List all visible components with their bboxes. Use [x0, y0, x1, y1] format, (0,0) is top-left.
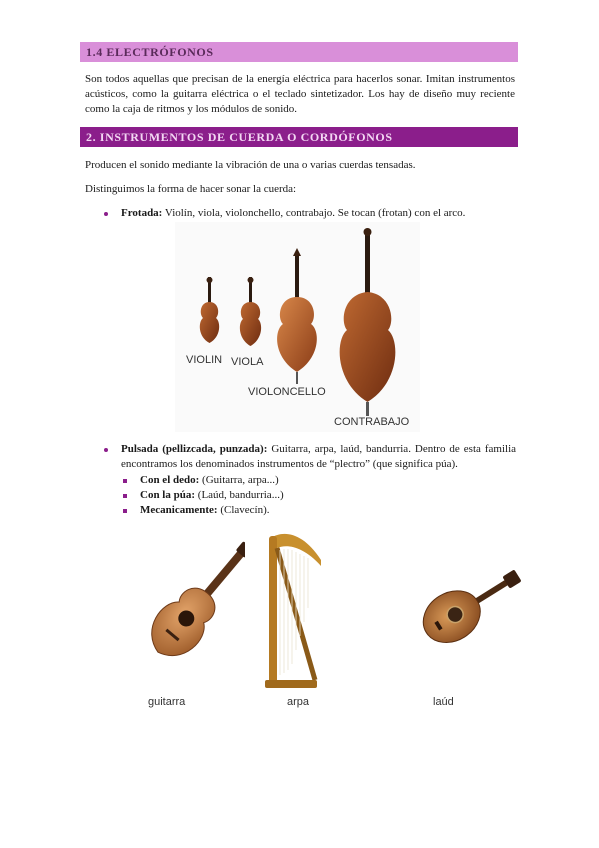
- label-arpa: arpa: [287, 696, 310, 708]
- section-header-electrofonos: [80, 42, 518, 62]
- bullet-label: Frotada:: [121, 207, 163, 219]
- section-header-cordofonos: [80, 127, 518, 147]
- label-guitarra: guitarra: [148, 696, 186, 708]
- sub-bullet-text: (Guitarra, arpa...): [199, 474, 279, 486]
- cordofonos-intro: Producen el sonido mediante la vibración de una o varias cuerdas tensadas.: [85, 159, 416, 171]
- sub-bullet-label: Mecanicamente:: [140, 504, 218, 516]
- sub-bullet-dedo: [140, 473, 279, 488]
- sub-bullet-square: [123, 494, 127, 498]
- harp-icon: [263, 530, 325, 695]
- sub-bullet-pua: [140, 488, 284, 503]
- label-violoncello: VIOLONCELLO: [248, 386, 326, 398]
- section-title: 2. INSTRUMENTOS DE CUERDA O CORDÓFONOS: [86, 129, 393, 144]
- cordofonos-intro-2: Distinguimos la forma de hacer sonar la cuerda:: [85, 183, 297, 195]
- sub-bullet-text: (Clavecín).: [217, 504, 270, 516]
- bullet-dot: [104, 212, 108, 216]
- sub-bullet-label: Con el dedo:: [140, 474, 200, 486]
- bullet-frotada: [121, 206, 521, 221]
- sub-bullet-mecanicamente: [140, 503, 270, 518]
- guitar-icon: [125, 540, 245, 675]
- label-viola: VIOLA: [231, 356, 264, 368]
- bullet-dot: [104, 448, 108, 452]
- label-laud: laúd: [433, 696, 454, 708]
- bullet-text: Violín, viola, violonchello, contrabajo. Se tocan (frotan) con el arco.: [162, 207, 466, 219]
- laud-icon: [415, 555, 525, 650]
- label-contrabajo: CONTRABAJO: [334, 416, 410, 428]
- label-violin: VIOLIN: [186, 354, 223, 366]
- sub-bullet-square: [123, 509, 127, 513]
- bowed-strings-image: [175, 222, 420, 432]
- sub-bullet-square: [123, 479, 127, 483]
- bullet-pulsada: [121, 442, 516, 472]
- electrofonos-paragraph: Son todos aquellas que precisan de la energía eléctrica para hacerlos sonar. Imitan instrumentos acústicos, como la guitarra eléctrica o el teclado sintetizador. Los hay de diseño muy reciente como la caja de ritmos y los módulos de sonido.: [85, 73, 515, 115]
- bullet-label: Pulsada (pellizcada, punzada):: [121, 443, 268, 455]
- sub-bullet-text: (Laúd, bandurria...): [195, 489, 284, 501]
- sub-bullet-label: Con la púa:: [140, 489, 196, 501]
- bullet-text: Guitarra, arpa, laúd, bandurria. Dentro de esta familia encontramos los denominados instrumentos de “plectro” (que significa púa).: [121, 443, 517, 470]
- section-title: 1.4 ELECTRÓFONOS: [86, 44, 214, 59]
